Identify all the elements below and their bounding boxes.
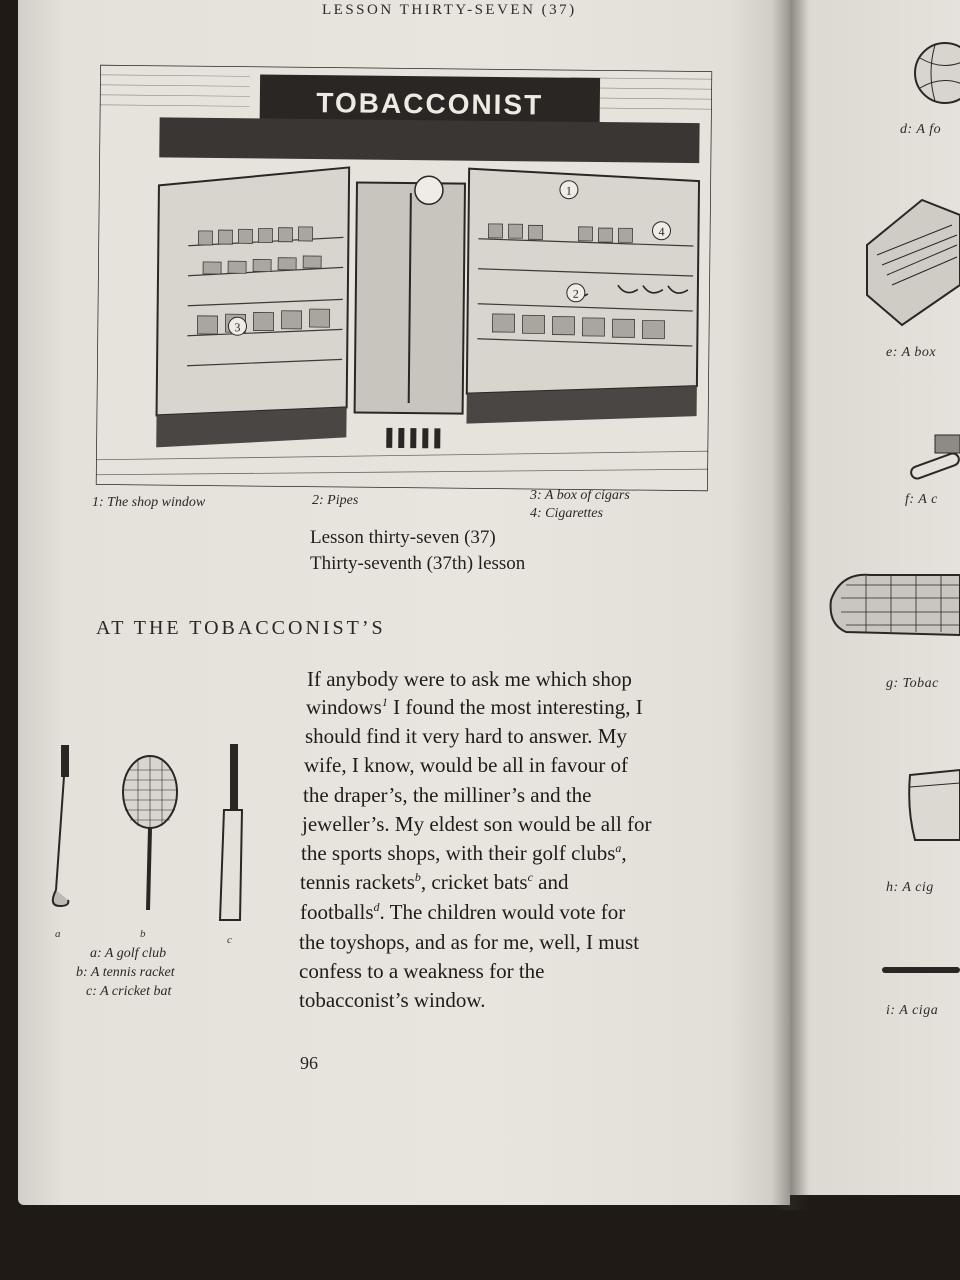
caption-pipes: 2: Pipes: [312, 493, 359, 508]
sports-letter-c: c: [227, 934, 232, 946]
paragraph-line-8: tennis rackets$^b$, cricket bats$^c$ and: [300, 870, 569, 894]
lesson-ordinal-line: Thirty-seventh (37th) lesson: [310, 553, 526, 574]
callout-2: 2: [572, 286, 579, 301]
shop-sign: TOBACCONIST: [316, 87, 544, 121]
sports-letter-b: b: [140, 928, 146, 940]
caption-right-i: i: A ciga: [886, 1003, 939, 1018]
sports-equipment-illustration: [28, 740, 268, 940]
book-gutter: [772, 0, 810, 1210]
page-number: 96: [300, 1053, 318, 1073]
caption-right-d: d: A fo: [900, 122, 942, 137]
cigarette-holder-icon: [880, 960, 960, 980]
caption-cigarettes: 4: Cigarettes: [530, 506, 603, 521]
caption-cricket-bat: c: A cricket bat: [86, 984, 172, 999]
tennis-racket-icon: [123, 756, 177, 910]
sports-letter-a: a: [55, 928, 61, 940]
paragraph-line-12: tobacconist’s window.: [299, 988, 486, 1012]
callout-4: 4: [658, 224, 665, 239]
paragraph-line-11: confess to a weakness for the: [299, 959, 545, 983]
paragraph-line-3: should find it very hard to answer. My: [305, 724, 627, 748]
cigar-box-icon: [862, 185, 960, 335]
paragraph-line-4: wife, I know, would be all in favour of: [304, 753, 629, 777]
caption-right-e: e: A box: [886, 345, 937, 360]
callout-3: 3: [234, 320, 241, 335]
callout-1: 1: [565, 183, 572, 198]
golf-club-icon: [53, 746, 69, 906]
caption-golf-club: a: A golf club: [90, 946, 167, 961]
tobacco-pouch-icon: [826, 570, 960, 640]
football-icon: [905, 38, 960, 108]
paragraph-line-5: the draper’s, the milliner’s and the: [303, 783, 592, 807]
caption-right-h: h: A cig: [886, 880, 934, 895]
paragraph-line-9: footballs$^d$. The children would vote for: [300, 900, 626, 924]
caption-shop-window: 1: The shop window: [92, 495, 206, 510]
cricket-bat-icon: [220, 745, 242, 920]
paragraph-line-10: the toyshops, and as for me, well, I must: [299, 930, 640, 954]
tobacconist-shop-illustration: [96, 65, 712, 491]
caption-box-of-cigars: 3: A box of cigars: [530, 488, 630, 503]
caption-tennis-racket: b: A tennis racket: [76, 965, 175, 980]
paragraph-line-2: windows$^1$ I found the most interesting, I: [306, 695, 643, 719]
caption-right-g: g: Tobac: [886, 676, 939, 691]
caption-right-f: f: A c: [905, 492, 938, 507]
running-head: LESSON THIRTY-SEVEN (37): [322, 2, 577, 18]
lesson-number-line: Lesson thirty-seven (37): [310, 527, 496, 548]
paragraph-line-6: jeweller’s. My eldest son would be all for: [302, 812, 652, 836]
cigarette-icon: [905, 430, 960, 480]
paragraph-line-1: If anybody were to ask me which shop: [307, 667, 632, 691]
section-heading: AT THE TOBACCONIST’S: [96, 617, 386, 639]
cigarette-case-icon: [905, 765, 960, 845]
paragraph-line-7: the sports shops, with their golf clubs$^a$,: [301, 841, 627, 865]
